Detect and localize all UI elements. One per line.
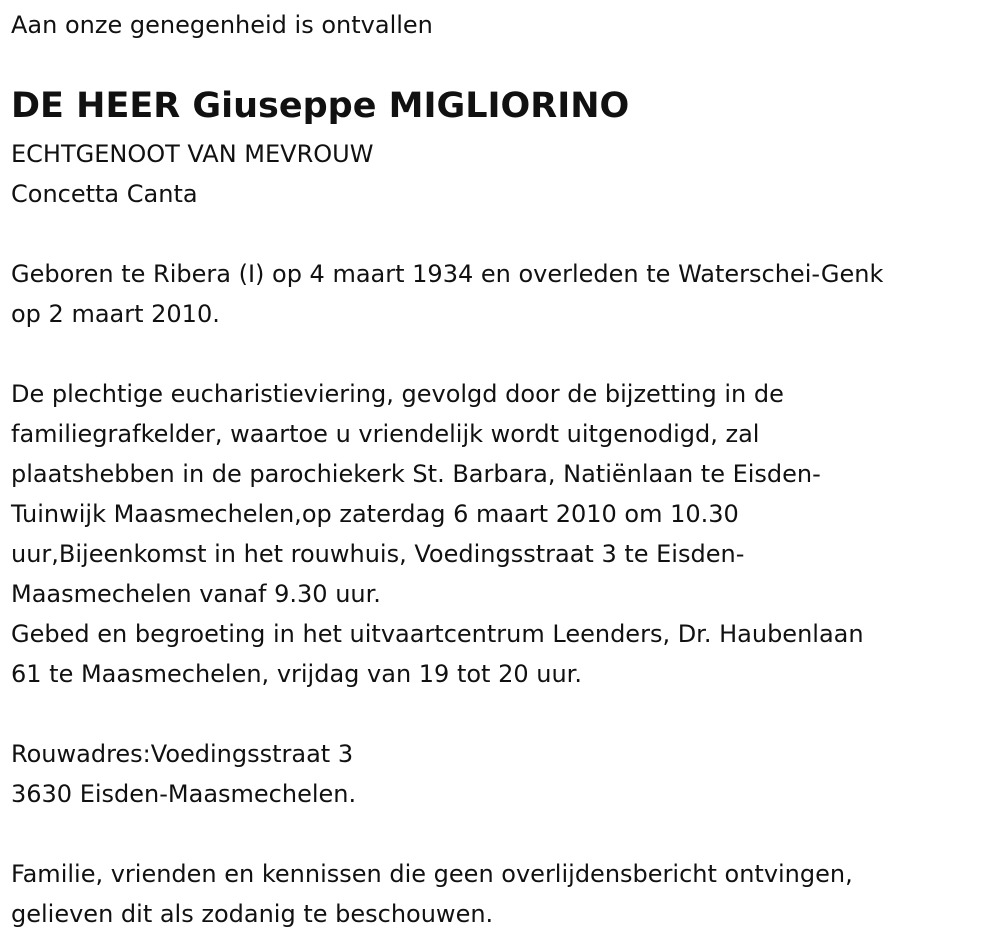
address-line: Rouwadres:Voedingsstraat 3: [11, 740, 354, 768]
paragraph-line: De plechtige eucharistieviering, gevolgd door de bijzetting in de: [11, 380, 784, 408]
ceremony-paragraph: [11, 374, 864, 694]
paragraph-line: Familie, vrienden en kennissen die geen overlijdensbericht ontvingen,: [11, 860, 853, 888]
paragraph-line: Gebed en begroeting in het uitvaartcentrum Leenders, Dr. Haubenlaan: [11, 620, 864, 648]
paragraph-line: 61 te Maasmechelen, vrijdag van 19 tot 20 uur.: [11, 660, 582, 688]
deceased-name: DE HEER Giuseppe MIGLIORINO: [11, 86, 630, 126]
paragraph-line: Tuinwijk Maasmechelen,op zaterdag 6 maart 2010 om 10.30: [11, 500, 739, 528]
closing-notice: [11, 854, 853, 934]
paragraph-line: Maasmechelen vanaf 9.30 uur.: [11, 580, 381, 608]
paragraph-line: uur,Bijeenkomst in het rouwhuis, Voedingsstraat 3 te Eisden-: [11, 540, 745, 568]
spouse-section: [11, 134, 373, 214]
intro-text: Aan onze genegenheid is ontvallen: [11, 11, 433, 39]
paragraph-line: Geboren te Ribera (I) op 4 maart 1934 en overleden te Waterschei-Genk: [11, 260, 884, 288]
paragraph-line: op 2 maart 2010.: [11, 300, 220, 328]
birth-death-paragraph: [11, 254, 883, 334]
paragraph-line: plaatshebben in de parochiekerk St. Barbara, Natiënlaan te Eisden-: [11, 460, 821, 488]
spouse-title: ECHTGENOOT VAN MEVROUW: [11, 140, 374, 168]
spouse-name: Concetta Canta: [11, 180, 198, 208]
address-line: 3630 Eisden-Maasmechelen.: [11, 780, 357, 808]
paragraph-line: familiegrafkelder, waartoe u vriendelijk wordt uitgenodigd, zal: [11, 420, 760, 448]
mourning-address: [11, 734, 356, 814]
paragraph-line: gelieven dit als zodanig te beschouwen.: [11, 900, 494, 928]
